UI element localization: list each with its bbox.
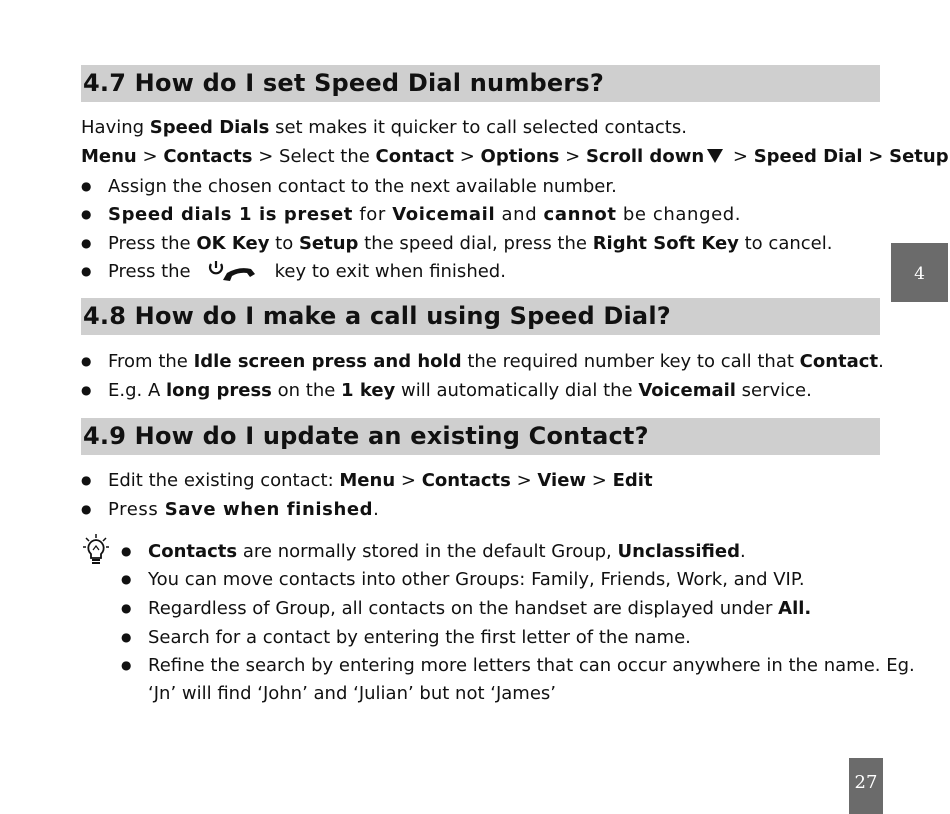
path-contact: Contact <box>375 146 454 167</box>
text-span: From the <box>108 351 194 372</box>
text-span: are normally stored in the default Group, <box>237 541 618 562</box>
page-number: 27 <box>849 758 883 814</box>
path-sep: > <box>142 146 158 167</box>
tip-item <box>121 651 915 680</box>
path-sep: > <box>565 146 581 167</box>
list-item <box>81 376 812 405</box>
text-span: Speed dials 1 is preset <box>108 204 354 225</box>
end-call-power-key-icon <box>205 260 259 282</box>
path-sep: > <box>459 146 475 167</box>
bullet: ● <box>81 502 93 516</box>
list-item <box>81 172 617 201</box>
text-span: . <box>373 499 380 520</box>
text-span: Voicemail <box>392 204 496 225</box>
path-scroll-down: Scroll down <box>585 146 705 167</box>
path-sep: > <box>258 146 274 167</box>
bullet: ● <box>81 207 93 221</box>
list-item <box>81 257 506 286</box>
text-span: cannot <box>543 204 617 225</box>
path-sep: > <box>400 470 416 491</box>
text-span: Assign the chosen contact to the next available number. <box>108 176 617 197</box>
list-item <box>81 229 832 258</box>
bullet: ● <box>121 630 132 644</box>
path-speed-dial: Speed Dial <box>753 146 863 167</box>
text-span: You can move contacts into other Groups: Family, Friends, Work, and VIP. <box>148 569 805 590</box>
text-span: Refine the search by entering more letters that can occur anywhere in the name. Eg. <box>148 655 915 676</box>
text-span: will automatically dial the <box>395 380 639 401</box>
path-options: Options <box>480 146 560 167</box>
text-span: set makes it quicker to call selected contacts. <box>269 117 687 138</box>
lightbulb-tip-icon <box>83 534 109 566</box>
text-span: for <box>353 204 393 225</box>
text-span: Contact <box>799 351 879 372</box>
text-span: E.g. A <box>108 380 166 401</box>
bullet: ● <box>81 264 92 278</box>
text-span: to cancel. <box>738 233 833 254</box>
bullet: ● <box>81 236 92 250</box>
menu-path <box>81 143 949 171</box>
bullet: ● <box>121 544 132 558</box>
path-edit: Edit <box>612 470 653 491</box>
bullet: ● <box>81 179 92 193</box>
path-menu: Menu <box>339 470 396 491</box>
path-setup: Setup <box>889 146 949 167</box>
section-heading-4-8: 4.8 How do I make a call using Speed Dial? <box>81 298 880 335</box>
text-span: the speed dial, press the <box>358 233 593 254</box>
tip-item <box>121 565 805 594</box>
text-span: Idle screen press and hold <box>193 351 462 372</box>
text-span: long press <box>166 380 272 401</box>
text-span: Press the <box>108 233 197 254</box>
text-span: . <box>878 351 884 372</box>
chapter-tab: 4 <box>891 243 948 302</box>
section-heading-4-9: 4.9 How do I update an existing Contact? <box>81 418 880 455</box>
section-heading-4-7: 4.7 How do I set Speed Dial numbers? <box>81 65 880 102</box>
text-span: Right Soft Key <box>592 233 739 254</box>
path-menu: Menu <box>81 146 137 167</box>
text-span: ‘Jn’ will find ‘John’ and ‘Julian’ but not ‘James’ <box>148 683 557 704</box>
bullet: ● <box>121 572 132 586</box>
text-span: Search for a contact by entering the first letter of the name. <box>148 627 691 648</box>
path-sep: > <box>591 470 607 491</box>
text-span: the required number key to call that <box>461 351 800 372</box>
bullet: ● <box>121 658 132 672</box>
bullet: ● <box>81 354 92 368</box>
text-span: and <box>495 204 544 225</box>
text-span: Setup <box>298 233 359 254</box>
list-item <box>81 347 884 376</box>
text-span: Having <box>81 117 150 138</box>
text-span: Press the <box>108 261 191 282</box>
bullet: ● <box>121 601 132 615</box>
text-span: on the <box>271 380 342 401</box>
bullet: ● <box>81 473 92 487</box>
path-contacts: Contacts <box>421 470 511 491</box>
text-span: be changed. <box>616 204 742 225</box>
path-sep: > <box>732 146 748 167</box>
tip-item-continuation <box>148 680 556 708</box>
list-item <box>81 200 741 229</box>
text-span: to <box>269 233 299 254</box>
text-span: Save when finished <box>164 499 374 520</box>
text-span: Unclassified <box>617 541 740 562</box>
list-item <box>81 495 380 524</box>
path-view: View <box>537 470 587 491</box>
text-span: Regardless of Group, all contacts on the handset are displayed under <box>148 598 779 619</box>
scroll-down-arrow-icon <box>707 149 723 163</box>
text-span: key to exit when finished. <box>274 261 506 282</box>
tip-item <box>121 537 746 566</box>
tip-item <box>121 594 811 623</box>
text-span: Edit the existing contact: <box>108 470 340 491</box>
text-span: OK Key <box>196 233 270 254</box>
text-span: Contacts <box>148 541 238 562</box>
bullet: ● <box>81 383 92 397</box>
path-text: Select the <box>279 146 370 167</box>
text-span: 1 key <box>341 380 396 401</box>
list-item <box>81 466 653 495</box>
text-span: . <box>739 541 746 562</box>
intro-text <box>81 114 687 142</box>
path-contacts: Contacts <box>163 146 253 167</box>
text-span: Voicemail <box>638 380 736 401</box>
text-span: Speed Dials <box>149 117 270 138</box>
path-sep: > <box>516 470 532 491</box>
tip-item <box>121 623 691 652</box>
text-span: Press <box>108 499 165 520</box>
text-span: All. <box>778 598 812 619</box>
text-span: service. <box>735 380 812 401</box>
path-sep: > <box>868 146 884 167</box>
